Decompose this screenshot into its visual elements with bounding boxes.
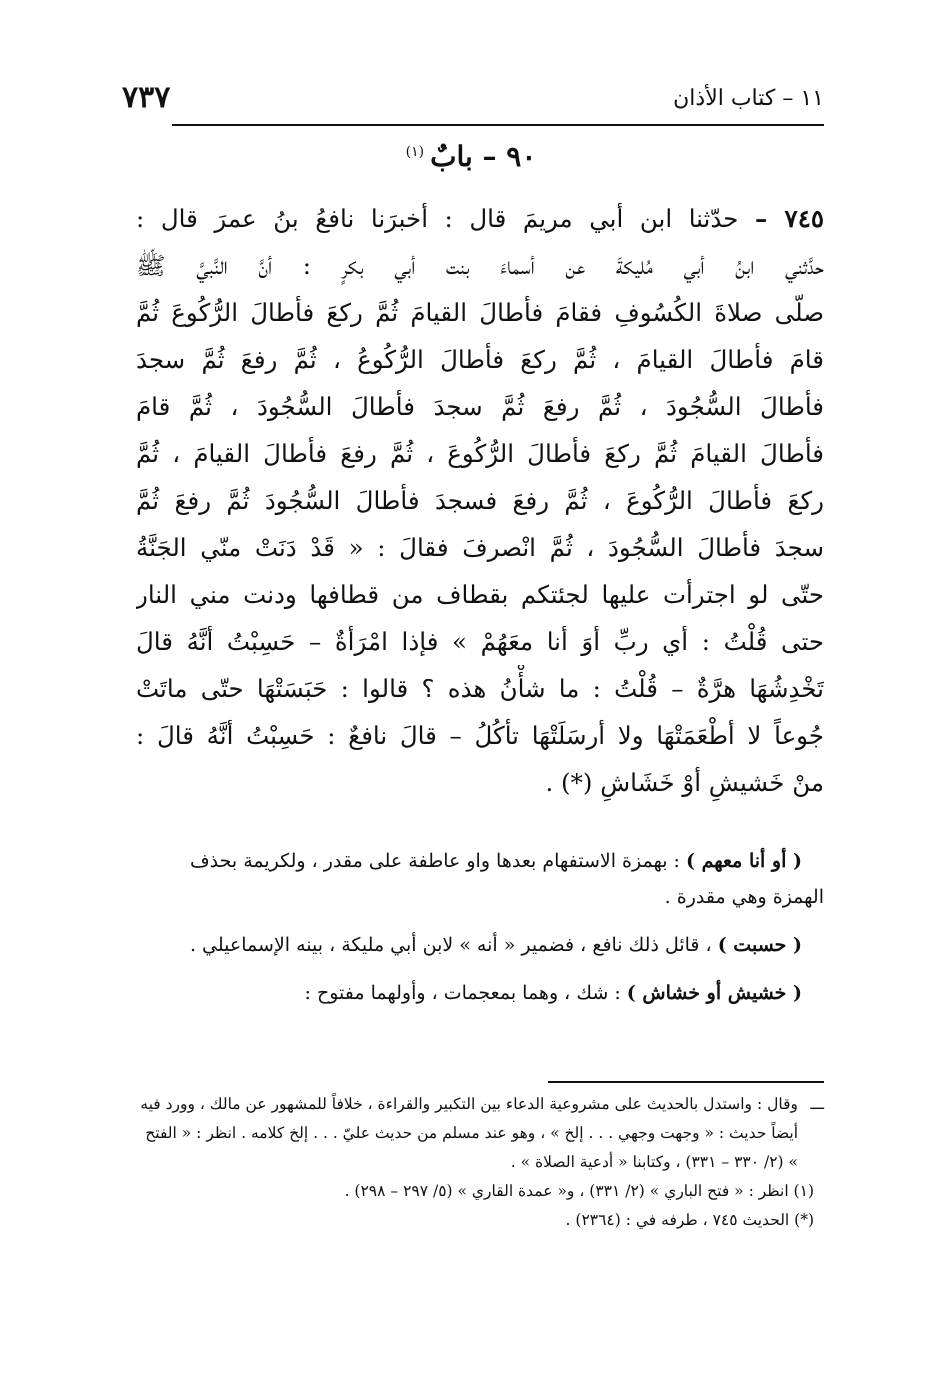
commentary-note [136, 975, 824, 1011]
hadith-line: ٧٤٥ – حدّثنا ابن أبي مريمَ قال : أخبرَنا نافعُ بنُ عمرَ قال : [136, 204, 824, 233]
footnotes [136, 1090, 824, 1235]
section-heading-text: ٩٠ – بابٌ [430, 140, 537, 173]
hadith-line: منْ خَشيشِ أوْ خَشَاشِ (*) . [545, 768, 824, 797]
note-term: ( حسبت ) [717, 934, 802, 956]
hadith-line: حتّى لو اجترأت عليها لجئتكم بقطاف من قطافها ودنت مني النار [136, 580, 824, 609]
hadith-text [136, 195, 824, 806]
hadith-line: جُوعاً لا أطْعَمَتْهَا ولا أرسَلَتْهَا تأكُلُ – قالَ نافعٌ : حَسِبْتُ أنَّهُ قالَ : [136, 721, 824, 750]
hadith-line: تَخْدِشُهَا هرَّةٌ – قُلْتُ : ما شأْنُ هذه ؟ قالوا : حَبَسَتْهَا حتّى ماتَتْ [136, 674, 824, 703]
section-footnote-ref: (١) [405, 143, 425, 160]
commentary-notes [136, 843, 824, 1023]
footnote-continued: ـــ وقال : واستدل بالحديث على مشروعية الدعاء بين التكبير والقراءة ، خلافاً للمشهور عن مالك ، وورد فيه أيضاً حديث : « وجهت وجهي . . . إلخ » ، وهو عند مسلم من حديث عليّ . . . إلخ كلامه . انظر : « الفتح » (٢/ ٣٣٠ – ٣٣١) ، وكتابنا « أدعية الصلاة » . [136, 1090, 824, 1177]
hadith-line: فأطالَ القيامَ ثُمَّ ركعَ فأطالَ الرُّكُوعَ ، ثُمَّ رفعَ فأطالَ القيامَ ، ثُمَّ [136, 439, 824, 468]
hadith-line: حدَّثني ابنُ أبي مُليكةَ عن أسماءَ بنت أبي بكرٍ : أنَّ النَّبيَّ ﷺ [136, 251, 824, 280]
hadith-line: حتى قُلْتُ : أي ربِّ أوَ أنا معَهُمْ » فإذا امْرَأةٌ – حَسِبْتُ أنَّهُ قالَ [136, 627, 824, 656]
running-header-chapter: ١١ – كتاب الأذان [673, 86, 824, 111]
footnote-star: (*) الحديث ٧٤٥ ، طرفه في : (٢٣٦٤) . [565, 1211, 814, 1229]
hadith-line: فأطالَ السُّجُودَ ، ثُمَّ رفعَ ثُمَّ سجدَ فأطالَ السُّجُودَ ، ثُمَّ قامَ [136, 392, 824, 421]
note-text: ، قائل ذلك نافع ، فضمير « أنه » لابن أبي مليكة ، بينه الإسماعيلي . [189, 934, 718, 956]
hadith-line: قامَ فأطالَ القيامَ ، ثُمَّ ركعَ فأطالَ الرُّكُوعُ ، ثُمَّ رفعَ ثُمَّ سجدَ [136, 345, 824, 374]
commentary-note [136, 843, 824, 915]
hadith-number: ٧٤٥ – [754, 204, 824, 233]
commentary-note [136, 927, 824, 963]
footnote-continuation-mark: ـــ [810, 1095, 824, 1113]
note-text: : بهمزة الاستفهام بعدها واو عاطفة على مقدر ، ولكريمة بحذف الهمزة وهي مقدرة . [189, 850, 824, 908]
hadith-line: ركعَ فأطالَ الرُّكُوعَ ، ثُمَّ رفعَ فسجدَ فأطالَ السُّجُودَ ثُمَّ رفعَ ثُمَّ [136, 486, 824, 515]
header-rule [172, 124, 824, 126]
section-heading [0, 140, 942, 173]
hadith-line: سجدَ فأطالَ السُّجُودَ ، ثُمَّ انْصرفَ فقالَ : « قَدْ دَنَتْ منّي الجَنَّةُ [136, 533, 824, 562]
note-term: ( أو أنا معهم ) [686, 850, 802, 872]
hadith-line: صلّى صلاةَ الكُسُوفِ فقامَ فأطالَ القيامَ ثُمَّ ركعَ فأطالَ الرُّكُوعَ ثُمَّ [136, 298, 824, 327]
page-number: ٧٣٧ [122, 80, 171, 115]
footnote-rule [548, 1081, 824, 1083]
note-text: : شك ، وهما بمعجمات ، وأولهما مفتوح : [304, 982, 627, 1004]
note-term: ( خشيش أو خشاش ) [626, 982, 802, 1004]
footnote-1: (١) انظر : « فتح الباري » (٢/ ٣٣١) ، و« عمدة القاري » (٥/ ٢٩٧ – ٢٩٨) . [344, 1182, 814, 1200]
